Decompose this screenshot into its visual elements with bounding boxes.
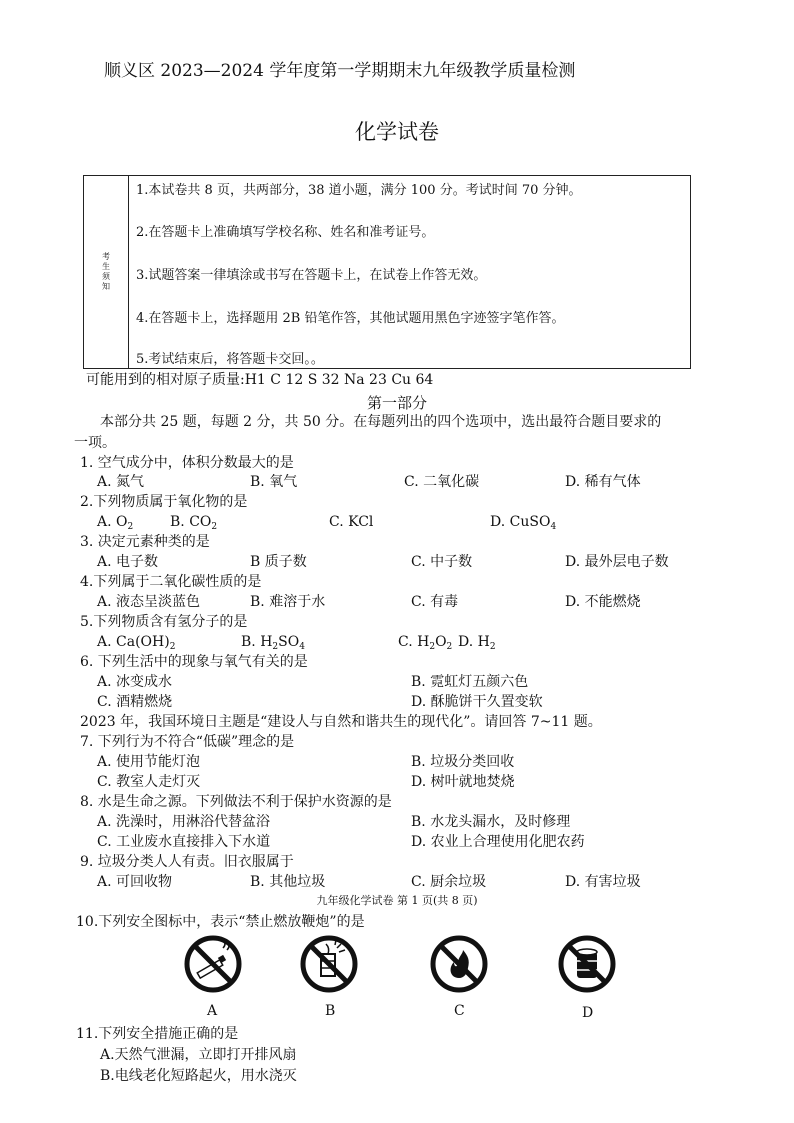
q4-option-c: C. 有毒 (411, 594, 459, 610)
q9-option-d: D. 有害垃圾 (565, 874, 641, 890)
no-smoking-icon (183, 934, 243, 994)
paper-title: 化学试卷 (355, 120, 439, 144)
q1-option-d: D. 稀有气体 (565, 474, 641, 490)
q5-option-d: D. $H_2$ (458, 634, 496, 652)
no-open-flame-icon (429, 934, 489, 994)
q8-option-a: A. 洗澡时，用淋浴代替盆浴 (97, 814, 271, 830)
q8-option-d: D. 农业上合理使用化肥农药 (411, 834, 585, 850)
question-8-stem: 8. 水是生命之源。下列做法不利于保护水资源的是 (80, 794, 392, 810)
q7-option-c: C. 教室人走灯灭 (97, 774, 201, 790)
question-9-stem: 9. 垃圾分类人人有责。旧衣服属于 (80, 854, 294, 870)
exam-header-title: 顺义区 2023—2024 学年度第一学期期末九年级教学质量检测 (104, 61, 576, 81)
question-1-stem: 1. 空气成分中，体积分数最大的是 (80, 455, 294, 471)
q4-option-b: B. 难溶于水 (250, 594, 326, 610)
q7-option-b: B. 垃圾分类回收 (411, 754, 515, 770)
q9-option-b: B. 其他垃圾 (250, 874, 326, 890)
q5-option-a: A. $Ca(OH)_2$ (97, 634, 176, 652)
page-footer: 九年级化学试卷 第 1 页(共 8 页) (316, 894, 478, 907)
q2-option-b: B. $CO_2$ (170, 514, 218, 532)
part1-intro-cont: 一项。 (74, 435, 116, 451)
question-7-stem: 7. 下列行为不符合“低碳”理念的是 (80, 734, 295, 750)
context-paragraph: 2023 年，我国环境日主题是“建设人与自然和谐共生的现代化”。请回答 7~11 题。 (80, 714, 602, 730)
notice-label: 考生须知 (84, 176, 129, 368)
q2-option-c: C. KCl (329, 514, 374, 530)
q5-option-b: B. $H_2SO_4$ (241, 634, 305, 652)
q11-option-b: B.电线老化短路起火，用水浇灭 (100, 1068, 297, 1084)
q4-option-d: D. 不能燃烧 (565, 594, 641, 610)
q4-option-a: A. 液态呈淡蓝色 (97, 594, 201, 610)
question-11-stem: 11.下列安全措施正确的是 (76, 1026, 239, 1042)
q3-option-a: A. 电子数 (97, 554, 159, 570)
q5-option-c: C. $H_2O_2$ (398, 634, 453, 652)
notice-box (83, 175, 691, 369)
notice-item-5: 5.考试结束后，将答题卡交回。。 (136, 352, 324, 367)
no-storing-flammables-icon (557, 934, 617, 994)
question-6-stem: 6. 下列生活中的现象与氧气有关的是 (80, 654, 308, 670)
question-4-stem: 4.下列属于二氧化碳性质的是 (80, 574, 262, 590)
q3-option-b: B 质子数 (250, 554, 307, 570)
icon-label-c: C (454, 1003, 465, 1019)
notice-item-1: 1.本试卷共 8 页，共两部分，38 道小题，满分 100 分。考试时间 70 分钟。 (136, 183, 582, 198)
notice-item-2: 2.在答题卡上准确填写学校名称、姓名和准考证号。 (136, 225, 435, 240)
question-5-stem: 5.下列物质含有氢分子的是 (80, 614, 248, 630)
q3-option-c: C. 中子数 (411, 554, 473, 570)
q1-option-c: C. 二氧化碳 (404, 474, 480, 490)
question-2-stem: 2.下列物质属于氧化物的是 (80, 494, 248, 510)
no-firecrackers-icon (299, 934, 359, 994)
part1-intro: 本部分共 25 题，每题 2 分，共 50 分。在每题列出的四个选项中，选出最符合题目要求的 (100, 414, 662, 430)
q9-option-c: C. 厨余垃圾 (411, 874, 487, 890)
icon-label-d: D (582, 1005, 594, 1021)
question-10-stem: 10.下列安全图标中，表示“禁止燃放鞭炮”的是 (76, 914, 365, 930)
q6-option-d: D. 酥脆饼干久置变软 (411, 694, 543, 710)
q3-option-d: D. 最外层电子数 (565, 554, 669, 570)
q6-option-c: C. 酒精燃烧 (97, 694, 173, 710)
question-3-stem: 3. 决定元素种类的是 (80, 534, 210, 550)
q6-option-a: A. 冰变成水 (97, 674, 173, 690)
q8-option-b: B. 水龙头漏水，及时修理 (411, 814, 571, 830)
icon-label-a: A (207, 1003, 218, 1019)
icon-label-b: B (325, 1003, 336, 1019)
part1-title: 第一部分 (366, 394, 427, 412)
q6-option-b: B. 霓虹灯五颜六色 (411, 674, 529, 690)
q7-option-d: D. 树叶就地焚烧 (411, 774, 515, 790)
q2-option-a: A. $O_2$ (97, 514, 134, 532)
q2-option-d: D. CuSO$_4$ (490, 514, 557, 532)
q1-option-b: B. 氧气 (250, 474, 298, 490)
q1-option-a: A. 氮气 (97, 474, 145, 490)
q9-option-a: A. 可回收物 (97, 874, 173, 890)
q11-option-a: A.天然气泄漏，立即打开排风扇 (100, 1047, 297, 1063)
q8-option-c: C. 工业废水直接排入下水道 (97, 834, 271, 850)
q7-option-a: A. 使用节能灯泡 (97, 754, 201, 770)
notice-item-3: 3.试题答案一律填涂或书写在答题卡上，在试卷上作答无效。 (136, 268, 487, 283)
atomic-mass-line: 可能用到的相对原子质量:H1 C 12 S 32 Na 23 Cu 64 (86, 372, 434, 388)
notice-item-4: 4.在答题卡上，选择题用 2B 铅笔作答，其他试题用黑色字迹签字笔作答。 (136, 311, 565, 326)
